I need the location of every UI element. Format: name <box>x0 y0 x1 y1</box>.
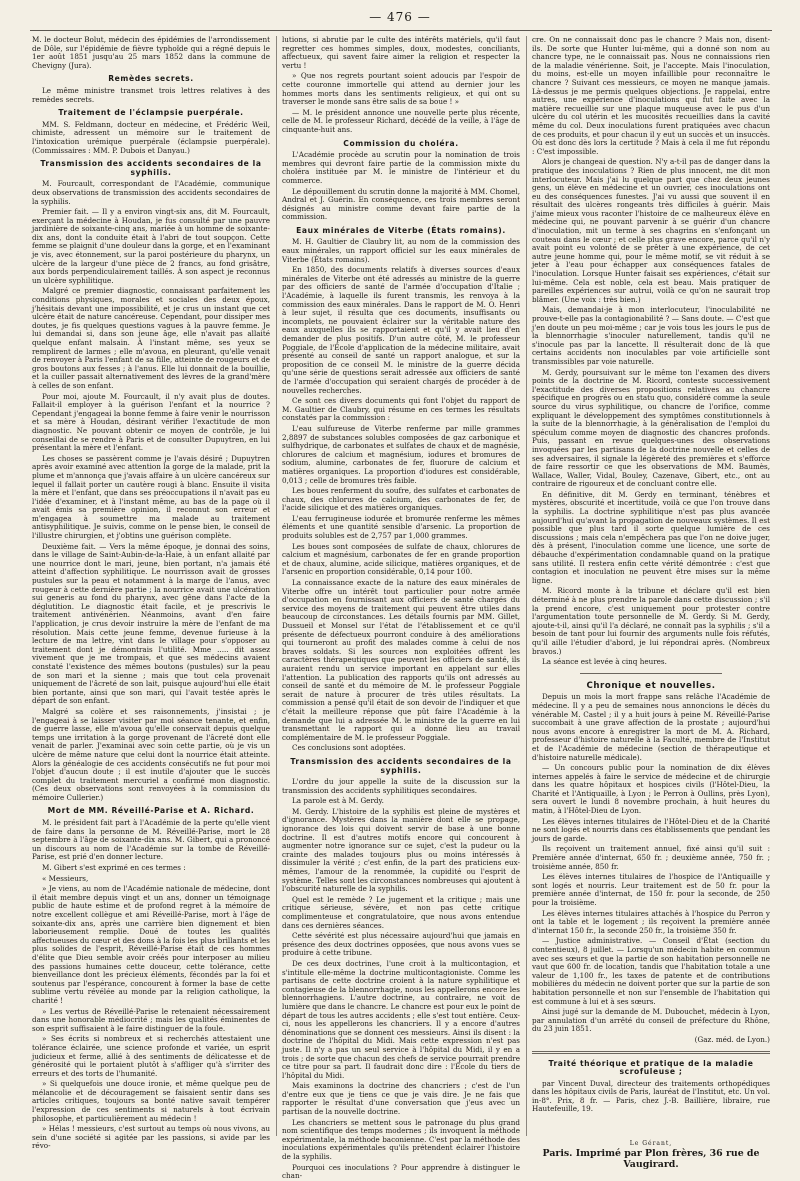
paragraph: Les choses se passèrent comme je l'avais désiré ; Dupuytren après avoir examiné avec attention la gorge de la malade, prit la plume et m'annonça que j'avais affaire à un ulcère cancéreux sur lequel il fallait porter un cautère rougi à blanc. Ensuite il visita la mère et l'enfant, que dans ses préoccupations il n'avait pas eu l'idée d'examiner, et à l'instant même, au bas de la page où il avait émis sa première opinion, il reconnut son erreur et m'engagea à soumettre ma malade au traitement antisyphilitique. Je suivis, comme on le pense bien, le conseil de l'illustre chirurgien, et j'obtins une guérison complète. <box>32 453 270 541</box>
paragraph: Le dépouillement du scrutin donne la majorité à MM. Chomel, Andral et J. Guérin. En conséquence, ces trois membres seront désignés au ministre comme devant faire partie de la commission. <box>282 186 520 222</box>
paragraph: Le même ministre transmet trois lettres relatives à des remèdes secrets. <box>32 85 270 104</box>
separator <box>580 673 723 674</box>
section-heading: Commission du choléra. <box>343 138 459 148</box>
paragraph: Ils reçoivent un traitement annuel, fixé ainsi qu'il suit : Première année d'internat, 650 fr. ; deuxième année, 750 fr. ; troisième année, 850 fr. <box>532 844 770 871</box>
paragraph: » Les vertus de Réveillé-Parise le retenaient nécessairement dans une honorable médiocrité ; mais les qualités éminentes de son esprit suffisaient à le faire distinguer de la foule. <box>32 1006 270 1033</box>
section-heading: Mort de MM. Réveillé-Parise et A. Richard. <box>47 806 255 816</box>
section-heading: Transmission des accidents secondaires de la syphilis. <box>40 159 262 177</box>
paragraph: Mais examinons la doctrine des chancriers ; c'est de l'un d'entre eux que je tiens ce que je vais dire. Je ne fais que rapporter le résultat d'une conversation que j'eus avec un partisan de la nouvelle doctrine. <box>282 1081 520 1117</box>
paragraph: (Gaz. méd. de Lyon.) <box>694 1034 770 1044</box>
imprint-printer: Paris. Imprimé par Plon frères, 36 rue de Vaugirard. <box>542 1148 760 1170</box>
paragraph: Malgré sa colère et ses raisonnements, j'insistai ; je l'engageai à se laisser visiter par moi séance tenante, et enfin, de guerre lasse, elle m'avoua qu'elle conservait depuis quelque temps une irritation à la gorge provenant de l'âcreté dont elle venait de parler. J'examinai avec soin cette partie, où je vis un ulcère de même nature que celui dont la nourrice était atteinte. Alors la généalogie de ces accidents consécutifs ne fut pour moi l'objet d'aucun doute ; il est inutile d'ajouter que le succès complet du traitement mercuriel a confirmé mon diagnostic. (Ces deux observations sont renvoyées à la commission du mémoire Cullerier.) <box>32 706 270 802</box>
paragraph: M. Fourcault, correspondant de l'Académie, communique deux observations de transmission des accidents secondaires de la syphilis. <box>32 179 270 206</box>
paragraph: Alors je changeai de question. N'y a-t-il pas de danger dans la pratique des inoculations ? Rien de plus innocent, me dit mon interlocuteur. Mais j'ai lu quelque part que chez deux jeunes gens, un élève en médecine et un ouvrier, ces inoculations ont eu des conséquences funestes. J'ai vu aussi que souvent il en résultait des ulcères rongeants très difficiles à guérir. Mais j'aime mieux vous raconter l'histoire de ce malheureux élève en médecine qui, ne pouvant parvenir à se guérir d'un chancre d'inoculation, mit un terme à ses chagrins en s'enfonçant un couteau dans le cœur ; et celle plus grave encore, parce qu'il n'y avait point eu volonté de se prêter à une expérience, de cet autre jeune homme qui, pour le même motif, se vit réduit à se jeter à l'eau pour échapper aux conséquences fatales de l'inoculation. Lorsque Hunter faisait ses expériences, c'était sur lui-même. Cela est noble, cela est beau. Mais pratiquer de pareilles expériences sur autrui, voilà ce qu'on ne saurait trop blâmer. (Une voix : très bien.) <box>532 157 770 304</box>
paragraph: Les élèves internes titulaires de l'Hôtel-Dieu et de la Charité ne sont logés et nourris dans ces établissements que pendant les jours de garde. <box>532 816 770 843</box>
paragraph: » Hélas ! messieurs, c'est surtout au temps où nous vivons, au sein d'une société si agitée par les passions, si avide par les révo- <box>32 1124 270 1151</box>
column-2 <box>282 35 520 1181</box>
paragraph: M. H. Gaultier de Claubry lit, au nom de la commission des eaux minérales, un rapport officiel sur les eaux minérales de Viterbe (États romains). <box>282 237 520 264</box>
imprint-gerant: Le Gérant, <box>629 1140 673 1147</box>
paragraph: M. Ricord monte à la tribune et déclare qu'il est bien déterminé à ne plus prendre la parole dans cette discussion ; s'il la prend encore, c'est uniquement pour protester contre l'argumentation toute personnelle de M. Gerdy. Si M. Gerdy, ajoute-t-il, ainsi qu'il l'a déclaré, ne connaît pas la syphilis ; s'il a besoin de tant pour lui fournir des arguments nulle fois réfutés, qu'il aille l'étudier d'abord, je lui répondrai après. (Nombreux bravos.) <box>532 586 770 656</box>
paragraph: L'Académie procède au scrutin pour la nomination de trois membres qui devront faire partie de la commission mixte du choléra instituée par M. le ministre de l'intérieur et du commerce. <box>282 150 520 185</box>
paragraph: Les boues renferment du soufre, des sulfates et carbonates de chaux, des chlorures de calcium, des carbonates de fer, de l'acide silicique et des matières organiques. <box>282 486 520 513</box>
section-heading: Eaux minérales de Viterbe (États romains). <box>296 225 506 235</box>
paragraph: Pourquoi ces inoculations ? Pour apprendre à distinguer le chan- <box>282 1162 520 1181</box>
paragraph: Quel est le remède ? Le jugement et la critique ; mais une critique sérieuse, sévère, et non pas cette critique complimenteuse et congratulatoire, que nous avons entendue dans ces dernières séances. <box>282 894 520 930</box>
paragraph: En définitive, dit M. Gerdy en terminant, ténèbres et mystères, obscurité et incertitude, voilà ce que l'on trouve dans la syphilis. La doctrine syphilitique n'est pas plus avancée aujourd'hui qu'avant la propagation de nouveaux systèmes. Il est possible que plus tard il sorte quelque lumière de ces discussions ; mais cela n'empêchera pas que l'on ne doive juger, dès à présent, l'inoculation comme une licence, une sorte de débauche d'expérimentation condamnable quand on la pratique sans utilité. Il restera enfin cette vérité démontrée : c'est que contagion et inoculation ne peuvent être mises sur la même ligne. <box>532 489 770 585</box>
column-1 <box>32 35 270 1151</box>
paragraph: Les élèves internes titulaires attachés à l'hospice du Perron y ont la table et le logement ; ils reçoivent la première année d'internat 150 fr., la seconde 250 fr., la troisième 350 fr. <box>532 908 770 935</box>
paragraph: lutions, si abrutie par le culte des intérêts matériels, qu'il faut regretter ces hommes simples, doux, modestes, conciliants, affectueux, qui savent faire aimer la religion et respecter la vertu ! <box>282 35 520 70</box>
paragraph: — Un concours public pour la nomination de dix élèves internes appelés à faire le service de médecine et de chirurgie dans les quatre hôpitaux et hospices civils (l'Hôtel-Dieu, la Charité et l'Antiquaille, à Lyon ; le Perron à Oullins, près Lyon), sera ouvert le lundi 8 novembre prochain, à huit heures du matin, à l'Hôtel-Dieu de Lyon. <box>532 763 770 816</box>
paragraph: Premier fait. — Il y a environ vingt-six ans, dit M. Fourcault, exerçant la médecine à Houdan, je fus consulté par une pauvre jardinière de soixante-cinq ans, mariée à un homme de soixante-dix ans, dont la conduite était à l'abri de tout soupçon. Cette femme se plaignit d'une douleur dans la gorge, et en l'examinant je vis, avec étonnement, sur la paroi postérieure du pharynx, un ulcère de la largeur d'une pièce de 2 francs, au fond grisâtre, aux bords perpendiculairement taillés. À son aspect je reconnus un ulcère syphilitique. <box>32 207 270 285</box>
paragraph: M. le président fait part à l'Académie de la perte qu'elle vient de faire dans la personne de M. Réveillé-Parise, mort le 28 septembre à l'âge de soixante-dix ans. M. Gibert, qui a prononcé un discours au nom de l'Académie sur la tombe de Réveillé-Parise, est prié d'en donner lecture. <box>32 818 270 862</box>
paragraph: L'eau ferrugineuse iodurée et bromurée renferme les mêmes éléments et une quantité sensible d'arsenic. La proportion de produits solubles est de 2,757 par 1,000 grammes. <box>282 513 520 541</box>
paragraph: » Que nos regrets pourtant soient adoucis par l'espoir de cette couronne immortelle qui attend au dernier jour les hommes morts dans les sentiments religieux, et qui ont su traverser le monde sans être salis de sa boue ! » <box>282 71 520 107</box>
paragraph: Cette sévérité est plus nécessaire aujourd'hui que jamais en présence des deux doctrines opposées, que nous avons vues se produire à cette tribune. <box>282 931 520 958</box>
paragraph: Mais, demandai-je à mon interlocuteur, l'inoculabilité ne prouve-t-elle pas la contagionabilité ? — Sans doute. — C'est que j'en doute un peu moi-même ; car je vois tous les jours le pus de la blennorrhagie s'inoculer naturellement, tandis qu'il ne s'inocule pas par la lancette. Il résulterait donc de là que certains accidents non inoculables par voie artificielle sont transmissibles par voie naturelle. <box>532 305 770 366</box>
paragraph: La parole est à M. Gerdy. <box>292 796 384 806</box>
paragraph: M. Gerdy. L'histoire de la syphilis est pleine de mystères et d'ignorance. Mystères dans la manière dont elle se propage, ignorance des lois qui doivent servir de base à une bonne doctrine. Il est d'autres motifs encore qui concourent à augmenter notre ignorance sur ce sujet, c'est la pudeur ou la crainte des malades toujours plus ou moins intéressés à dissimuler la vérité ; c'est enfin, de la part des praticiens eux-mêmes, l'amour de la renommée, la cupidité ou l'esprit de système. Telles sont les circonstances nombreuses qui ajoutent à l'obscurité naturelle de la syphilis. <box>282 806 520 894</box>
printer-imprint <box>532 1140 770 1170</box>
paragraph: M. le docteur Bolut, médecin des épidémies de l'arrondissement de Dôle, sur l'épidémie de fièvre typhoïde qui a régné depuis le 1er août 1851 jusqu'au 25 mars 1852 dans la commune de Chevigny (Jura). <box>32 35 270 70</box>
paragraph: » Ses écrits si nombreux et si recherchés attestaient une tolérance éclairée, une science profonde et variée, un esprit judicieux et ferme, allié à des sentiments de délicatesse et de générosité qui le portaient plutôt à s'affliger qu'à s'irriter des erreurs et des torts de l'humanité. <box>32 1034 270 1078</box>
paragraph: » Si quelquefois une douce ironie, et même quelque peu de mélancolie et de découragement se faisaient sentir dans ses articles critiques, toujours sa bonté native savait tempérer l'expression de ces sentiments si naturels à tout écrivain philosophe, et particulièrement au médecin ! <box>32 1079 270 1123</box>
paragraph: — Justice administrative. — Conseil d'État (section du contentieux), 8 juillet. — Lorsqu'un médecin habite en commun avec ses sœurs et que la partie de son habitation personnelle ne vaut que 600 fr. de location, tandis que l'habitation totale a une valeur de 1,100 fr., les taxes de patente et de contributions mobilières du médecin ne doivent porter que sur la partie de son habitation personnelle et non sur l'ensemble de l'habitation qui est commune à lui et à ses sœurs. <box>532 936 770 1006</box>
section-heading: Chronique et nouvelles. <box>586 680 716 691</box>
column-3 <box>532 36 770 1136</box>
paragraph: par Vincent Duval, directeur des traitements orthopédiques dans les hôpitaux civils de Paris, lauréat de l'Institut, etc. Un vol. in-8°. Prix, 8 fr. — Paris, chez J.-B. Baillière, libraire, rue Hautefeuille, 19. <box>532 1078 770 1114</box>
paragraph: Depuis un mois la mort frappe sans relâche l'Académie de médecine. Il y a peu de semaines nous annoncions le décès du vénérable M. Castel ; il y a huit jours à peine M. Réveillé-Parise succombait à une grave affection de la prostate ; aujourd'hui nous avons encore à enregistrer la mort de M. A. Richard, professeur d'histoire naturelle à la Faculté, membre de l'Institut et de l'Académie de médecine (section de thérapeutique et d'histoire naturelle médicale). <box>532 692 770 762</box>
paragraph: La connaissance exacte de la nature des eaux minérales de Viterbe offre un intérêt tout particulier pour notre armée d'occupation en fournissant aux officiers de santé chargés du service des moyens de traitement qui peuvent être utiles dans beaucoup de circonstances. Les détails fournis par MM. Gillet, Dussueil et Monsel sur l'état de l'établissement et ce qu'il présente de défectueux pourront conduire à des améliorations qui tourneront au profit des malades comme à celui de nos braves soldats. Si les sources non exploitées offrent les caractères thérapeutiques que peuvent les officiers de santé, ils auraient rendu un service important en appelant sur elles l'attention. La publication des rapports qu'ils ont adressés au conseil de santé et du mémoire de M. le professeur Poggiale serait de nature à procurer de très utiles résultats. La commission a pensé qu'il était de son devoir de l'indiquer et que c'était la meilleure réponse que pût faire l'Académie à la demande que lui a adressée M. le ministre de la guerre en lui transmettant le rapport qui a donné lieu au travail complémentaire de M. le professeur Poggiale. <box>282 578 520 742</box>
paragraph: » Je viens, au nom de l'Académie nationale de médecine, dont il était membre depuis vingt et un ans, donner un témoignage public de haute estime et de profond regret à la mémoire de notre excellent collègue et ami Réveillé-Parise, mort à l'âge de soixante-dix ans, après une carrière bien dignement et bien laborieusement remplie. Doué de toutes les qualités affectueuses du cœur et des dons à la fois les plus brillants et les plus solides de l'esprit, Réveillé-Parise était de ces hommes d'élite que Dieu semble avoir créés pour interposer au milieu des passions humaines cette douceur, cette tolérance, cette bienveillance dont les précieux éléments, fécondés par la foi et soutenus par l'espérance, concourent à former la base de cette sublime vertu révélée au monde par la religion catholique, la charité ! <box>32 884 270 1005</box>
section-heading: Traitement de l'éclampsie puerpérale. <box>58 108 244 118</box>
paragraph: Pour moi, ajoute M. Fourcault, il n'y avait plus de doutes. Fallait-il employer à la guérison l'enfant et la nourrice ? Cependant j'engageai la bonne femme à faire venir le nourrisson et sa mère à Houdan, désirant vérifier l'exactitude de mon diagnostic. Ne pouvant obtenir ce moyen de contrôle, je lui conseillai de se rendre à Paris et de consulter Dupuytren, en lui présentant la mère et l'enfant. <box>32 391 270 453</box>
section-heading: Remèdes secrets. <box>108 74 194 84</box>
page-number: — 476 — <box>369 10 431 24</box>
paragraph: Les chancriers se mettent sous le patronage du plus grand nom scientifique des temps modernes ; ils invoquent la méthode expérimentale, la méthode baconienne. C'est par la méthode des inoculations expérimentales qu'ils prétendent éclairer l'histoire de la syphilis. <box>282 1117 520 1162</box>
column-divider <box>276 36 277 1136</box>
paragraph: L'ordre du jour appelle la suite de la discussion sur la transmission des accidents syphilitiques secondaires. <box>282 777 520 795</box>
paragraph: cre. On ne connaissait donc pas le chancre ? Mais non, disent-ils. De sorte que Hunter lui-même, qui a donné son nom au chancre type, ne le connaissait pas. Nous ne connaissions rien de la maladie vénérienne. Soit, je l'accepte. Mais l'inoculation, du moins, est-elle un moyen infaillible pour reconnaître le chancre ? Suivant ces messieurs, ce moyen ne manque jamais. Là-dessus je me permis quelques objections. Je rappelai, entre autres, une expérience d'inoculations qui fut faite avec la matière recueillie sur une plaque muqueuse avec le pus d'un ulcère du col utérin et les mucosités recueillies dans la cavité même du col. Deux inoculations furent pratiquées avec chacun de ces produits, et pour chacun il y eut un succès et un insuccès. Où est donc dès lors la certitude ? Mais à cela il me fut répondu : C'est impossible. <box>532 35 770 156</box>
paragraph: — M. le président annonce une nouvelle perte plus récente, celle de M. le professeur Richard, décédé de la veille, à l'âge de cinquante-huit ans. <box>282 107 520 134</box>
paragraph: De ces deux doctrines, l'une croit à la multicontagion, et s'intitule elle-même la doctrine multicontagioniste. Comme les partisans de cette doctrine croient à la nature syphilitique et contagieuse de la blennorrhagie, nous les appellerons encore les blennorrhagiens. L'autre doctrine, au contraire, ne voit de lumière que dans le chancre. Le chancre est pour eux le point de départ de tous les autres accidents ; elle s'est tout entière. Ceux-ci, nous les appellerons les chancriers. Il y a encore d'autres dénominations que se donnent ces messieurs. Ainsi ils disent : la doctrine de l'hôpital du Midi. Mais cette expression n'est pas juste. Il n'y a pas un seul service à l'hôpital du Midi, il y en a trois ; de sorte que chacun des chefs de service pourrait prendre ce titre pour sa part. Il faudrait donc dire : l'École du tiers de l'hôpital du Midi. <box>282 958 520 1080</box>
paragraph: Malgré ce premier diagnostic, connaissant parfaitement les conditions physiques, morales et sociales des deux époux, j'hésitais devant une impossibilité, et je crus un instant que cet ulcère était de nature cancéreuse. Cependant, pour dissiper mes doutes, je fis quelques questions vagues à la pauvre femme. Je lui demandai si, dans son jeune âge, elle n'avait pas allaité quelque enfant malsain. À l'instant même, ses yeux se remplirent de larmes ; elle m'avoua, en pleurant, qu'elle venait de renvoyer à Paris l'enfant de sa fille, atteinte de rougeurs et de gros boutons aux fesses ; à l'anus. Elle lui donnait de la bouillie, et la cuiller passait alternativement des lèvres de la grand'mère à celles de son enfant. <box>32 286 270 390</box>
column-divider <box>526 36 527 1136</box>
paragraph: L'eau sulfureuse de Viterbe renferme par mille grammes 2,8897 de substances solubles composées de gaz carbonique et sulfhydrique, de carbonates et sulfates de chaux et de magnésie, chlorures de calcium et magnésium, iodures et bromures de sodium, alumine, carbonates de fer, fluorure de calcium et matières organiques. La proportion d'iodures est considérable, 0,013 ; celle de bromures très faible. <box>282 423 520 485</box>
paragraph: Ces conclusions sont adoptées. <box>292 743 406 753</box>
paragraph: En 1850, des documents relatifs à diverses sources d'eaux minérales de Viterbe ont été adressés au ministre de la guerre par des officiers de santé de l'armée d'occupation d'Italie ; l'Académie, à laquelle ils furent transmis, les renvoya à la commission des eaux minérales. Dans le rapport de M. O. Henri à leur sujet, il résulta que ces documents, insuffisants ou incomplets, ne pouvaient éclairer sur la véritable nature des eaux auxquelles ils se rapportaient et qu'il y avait lieu d'en demander de plus positifs. D'un autre côté, M. le professeur Poggiale, de l'École d'application de la médecine militaire, avait présenté au conseil de santé un rapport analogue, et sur la proposition de ce conseil M. le ministre de la guerre décida qu'une série de questions serait adressée aux officiers de santé de l'armée d'occupation qui seraient chargés de procéder à de nouvelles recherches. <box>282 265 520 395</box>
paragraph: Les boues sont composées de sulfate de chaux, chlorures de calcium et magnésium, carbonates de fer en grande proportion et de chaux, alumine, acide silicique, matières organiques, et de l'arsenic en proportion considérable, 0,14 pour 100. <box>282 541 520 577</box>
paragraph: M. Gerdy, poursuivant sur le même ton l'examen des divers points de la doctrine de M. Ricord, conteste successivement l'exactitude des diverses propositions relatives au chancre spécifique en progrès ou en statu quo, considéré comme la seule source du virus syphilitique, ou chancre de l'orifice, comme expliquant le développement des symptômes constitutionnels à la suite de la blennorrhagie, à la généralisation de l'emploi du spéculum comme moyen de diagnostic des chancres profonds. Puis, passant en revue quelques-unes des observations invoquées par les partisans de la doctrine nouvelle et celles de ses adversaires, il signale la légèreté des premières et s'efforce de faire ressortir ce que les observations de MM. Baumès, Wallace, Waller, Vidal, Bouley, Cazenave, Gibert, etc., ont au contraire de rigoureux et de concluant contre elle. <box>532 367 770 489</box>
paragraph: Deuxième fait. — Vers la même époque, je donnai des soins, dans le village de Saint-Aubin-de-la-Haie, à un enfant allaité par une nourrice dont le mari, jeune, bien portant, n'a jamais été atteint d'affection syphilitique. Le nourrisson avait de grosses pustules sur la peau et notamment à la marge de l'anus, avec rougeur à cette dernière partie ; la nourrice avait une ulcération sui generis au fond du pharynx, avec gêne dans l'acte de la déglutition. Le diagnostic était facile, et je prescrivis le traitement antivénérien. Néanmoins, avant d'en faire l'application, je crus devoir instruire la mère de l'enfant de ma résolution. Mais cette jeune femme, devenue furieuse à la lecture de ma lettre, vint dans le village pour s'opposer au traitement dont je démontrais l'utilité. Mme ..... dit assez vivement que je me trompais, et que ses médecins avaient constaté l'existence des mêmes boutons (pustules) sur la peau de son mari et la sienne ; mais que tout cela provenait uniquement de l'âcreté de son lait, puisque aujourd'hui elle était bien portante, ainsi que son mari, qui l'avait testée après le départ de son enfant. <box>32 541 270 706</box>
section-heading: Traité théorique et pratique de la maladie scrofuleuse ; <box>548 1058 754 1077</box>
paragraph: Ainsi jugé sur la demande de M. Dubouchet, médecin à Lyon, par annulation d'un arrêté du conseil de préfecture du Rhône, du 23 juin 1851. <box>532 1007 770 1034</box>
separator <box>532 1051 770 1054</box>
top-rule <box>30 30 772 31</box>
paragraph: Les élèves internes titulaires de l'hospice de l'Antiquaille y sont logés et nourris. Leur traitement est de 50 fr. pour la première année d'internat, de 150 fr. pour la seconde, de 250 pour la troisième. <box>532 872 770 907</box>
paragraph: MM. S. Feldmann, docteur en médecine, et Frédéric Weil, chimiste, adressent un mémoire sur le traitement de l'intoxication urémique puerpérale (éclampsie puerpérale). (Commissaires : MM. P. Dubois et Danyau.) <box>32 119 270 155</box>
paragraph: M. Gibert s'est exprimé en ces termes : <box>42 863 186 873</box>
section-heading: Transmission des accidents secondaires de la syphilis. <box>290 756 512 775</box>
paragraph: « Messieurs, <box>42 873 89 883</box>
paragraph: Ce sont ces divers documents qui font l'objet du rapport de M. Gaultier de Claubry, qui résume en ces termes les résultats constatés par la commission : <box>282 396 520 423</box>
paragraph: La séance est levée à cinq heures. <box>542 657 667 667</box>
